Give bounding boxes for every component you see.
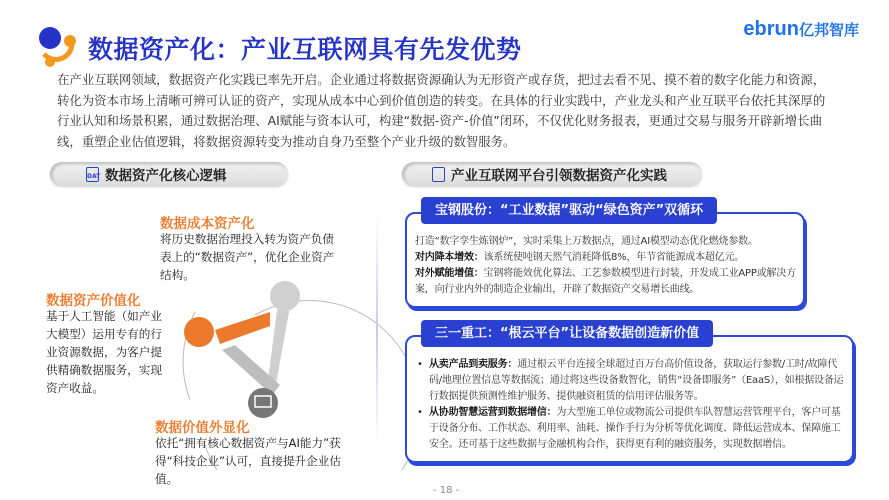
intro-paragraph: 在产业互联网领域，数据资产化实践已率先开启。企业通过将数据资源确认为无形资产或存货，把过去看不见、摸不着的数字化能力和资源，转化为资本市场上清晰可辨可认证的资产，实现从成本中心到价值创造的转变。在具体的行业实践中，产业龙头和产业互联平台依托其深厚的行业认知和场景积累，通过数据治理、AI赋能与资本认可，构建“数据-资产-价值”闭环，不仅优化财务报表，更通过交易与服务开辟新增长曲线，重塑企业估值逻辑，将数据资源转变为推动自身乃至整个产业升级的数智服务。 bbox=[57, 72, 826, 149]
case-bold: 对内降本增效： bbox=[415, 252, 484, 263]
document-star-icon bbox=[432, 167, 445, 182]
logo-icon bbox=[36, 24, 78, 68]
case-text: 打造“数字孪生炼钢炉”，实时采集上万数据点，通过AI模型动态优化燃烧参数。 bbox=[415, 236, 758, 247]
item-desc: 依托“拥有核心数据资产与AI能力”获得“科技企业”认可，直接提升企业估值。 bbox=[155, 436, 341, 486]
case-title: 宝钢股份：“工业数据”驱动“绿色资产”双循环 bbox=[421, 197, 717, 224]
page-number: - 18 - bbox=[433, 485, 460, 496]
brand-logo bbox=[743, 18, 859, 41]
item-desc: 将历史数据治理投入转为资产负债表上的“数据资产”，优化企业资产结构。 bbox=[160, 232, 335, 282]
data-file-icon: DAT bbox=[86, 167, 99, 182]
globe-network-icon bbox=[184, 317, 214, 347]
case-bold: 从卖产品到卖服务： bbox=[429, 359, 518, 370]
case-sany bbox=[405, 320, 854, 463]
section-header-right bbox=[402, 162, 702, 186]
section-title: 产业互联网平台引领数据资产化实践 bbox=[451, 168, 667, 184]
item-title: 数据资产价值化 bbox=[46, 293, 141, 309]
page-title: 数据资产化：产业互联网具有先发优势 bbox=[88, 35, 522, 64]
brand-cn: 亿邦智库 bbox=[798, 22, 859, 39]
case-text: 通过根云平台连接全球超过百万台高价值设备，获取运行参数/工时/故障代码/地理位置信息等数据流；通过将这些设备数智化，销售“设备即服务”（EaaS），如根据设备运行数据提供预测性维护服务、提供融资租赁的信用评估服务等。 bbox=[429, 359, 844, 402]
item-desc: 基于人工智能（如产业大模型）运用专有的行业资源数据，为客户提供精确数据服务，实现资产收益。 bbox=[46, 309, 162, 395]
data-asset-icon bbox=[270, 281, 300, 311]
case-text: 宝钢将能效优化算法、工艺参数模型进行封装，开发成工业APP或解决方案，向行业内外的制造企业输出，开辟了数据资产交易增长曲线。 bbox=[415, 268, 796, 295]
case-text: 为大型施工单位或物流公司提供车队智慧运营管理平台，客户可基于设备分布、工作状态、利用率、油耗、操作手行为分析等优化调度、降低运营成本、保障施工安全。还可基于这些数据与金融机构合作，获得更有利的融资服务，实现数据增信。 bbox=[429, 407, 841, 450]
list-item bbox=[413, 357, 844, 405]
case-card-baosteel bbox=[405, 212, 805, 308]
list-item bbox=[413, 405, 844, 453]
case-baosteel bbox=[405, 197, 805, 308]
case-card-sany bbox=[405, 335, 854, 463]
item-title: 数据价值外显化 bbox=[155, 420, 250, 436]
monitor-chart-icon bbox=[248, 388, 278, 418]
orange-arrow bbox=[215, 312, 270, 344]
section-title: 数据资产化核心逻辑 bbox=[105, 168, 227, 184]
case-bold: 对外赋能增值： bbox=[415, 268, 484, 279]
case-bold: 从协助智慧运营到数据增信： bbox=[429, 407, 557, 418]
brand-latin: ebrun bbox=[743, 18, 799, 40]
case-column bbox=[405, 197, 865, 463]
case-text: 该系统使吨钢天然气消耗降低8%，年节省能源成本超亿元。 bbox=[483, 252, 745, 263]
item-title: 数据成本资产化 bbox=[160, 216, 255, 232]
case-title: 三一重工：“根云平台”让设备数据创造新价值 bbox=[421, 320, 713, 347]
divider bbox=[376, 215, 378, 445]
section-header-left bbox=[50, 162, 288, 186]
